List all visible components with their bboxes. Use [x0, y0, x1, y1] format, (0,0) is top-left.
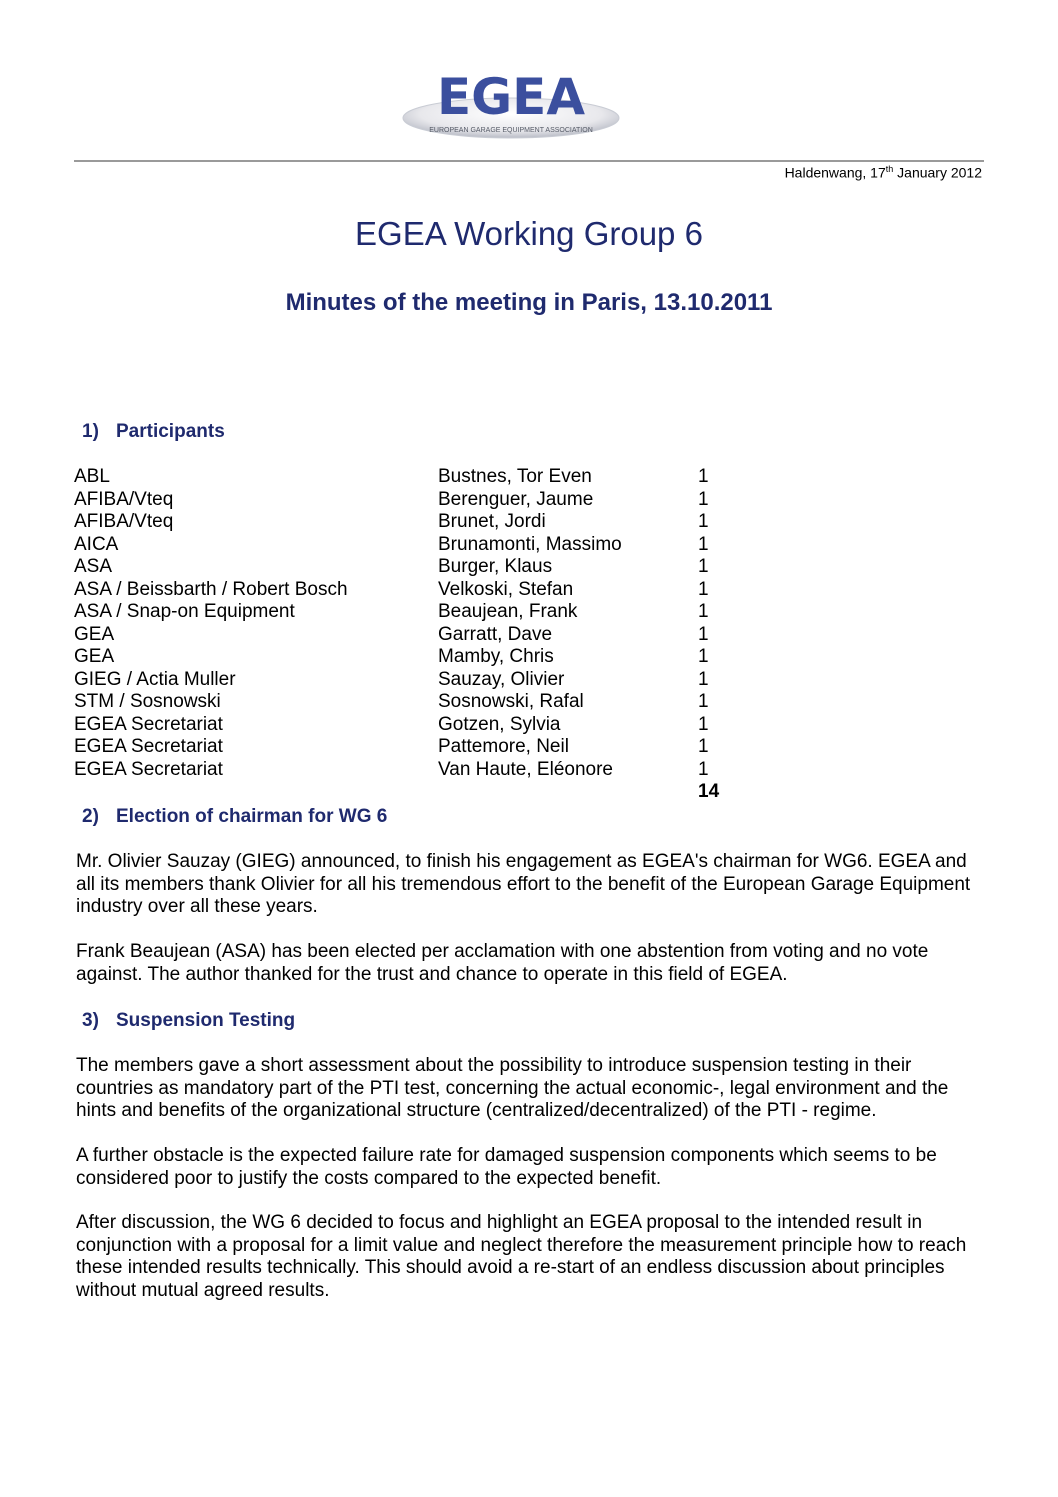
participant-organization: GEA — [74, 623, 115, 645]
section-number: 1) — [82, 421, 99, 442]
participant-name: Velkoski, Stefan — [438, 578, 574, 600]
participant-organization: ABL — [74, 466, 110, 487]
section-election-heading — [82, 806, 387, 828]
participant-count: 1 — [698, 601, 709, 622]
participant-name: Van Haute, Eléonore — [438, 758, 613, 780]
participant-count: 1 — [698, 466, 709, 487]
participant-organization: ASA / Beissbarth / Robert Bosch — [74, 578, 348, 600]
participant-organization: AFIBA/Vteq — [74, 488, 174, 510]
egea-logo — [400, 66, 622, 142]
paragraph: Frank Beaujean (ASA) has been elected per acclamation with one abstention from voting and no vote against. The author thanked for the trust and chance to operate in this field of EGEA. — [76, 941, 929, 985]
participant-name: Sosnowski, Rafal — [438, 691, 584, 712]
participant-name: Pattemore, Neil — [438, 736, 569, 757]
participant-count: 1 — [698, 488, 709, 510]
paragraph: Mr. Olivier Sauzay (GIEG) announced, to finish his engagement as EGEA's chairman for WG6. EGEA and all its members thank Olivier for all his tremendous effort to the benefit of the European Garage Equipment industry over all these years. — [76, 851, 971, 917]
document-subtitle: Minutes of the meeting in Paris, 13.10.2011 — [285, 289, 773, 316]
participant-count: 1 — [698, 646, 709, 667]
participant-name: Gotzen, Sylvia — [438, 713, 561, 735]
participant-name: Bustnes, Tor Even — [438, 466, 592, 487]
participant-organization: ASA — [74, 556, 113, 577]
logo-text: EGEA — [436, 68, 586, 126]
section-participants-heading — [82, 421, 225, 443]
paragraph: After discussion, the WG 6 decided to focus and highlight an EGEA proposal to the intended result in conjunction with a proposal for a limit value and neglect therefore the measurement principle how to reach these intended results technically. This should avoid a re-start of an endless discussion about principles without mutual agreed results. — [76, 1212, 967, 1301]
participant-count: 1 — [698, 713, 709, 735]
participant-organization: AICA — [74, 533, 119, 555]
participants-total: 14 — [698, 781, 720, 802]
section-number: 2) — [82, 806, 99, 827]
participant-name: Mamby, Chris — [438, 646, 554, 667]
participant-count: 1 — [698, 668, 709, 690]
participant-organization: EGEA Secretariat — [74, 758, 223, 780]
paragraph: A further obstacle is the expected failure rate for damaged suspension components which seems to be considered poor to justify the costs compared to the expected benefit. — [76, 1145, 937, 1189]
participant-organization: GEA — [74, 646, 115, 667]
participant-count: 1 — [698, 758, 709, 780]
participant-count: 1 — [698, 533, 709, 555]
participant-count: 1 — [698, 736, 709, 757]
participant-count: 1 — [698, 623, 709, 645]
section-title: Participants — [116, 421, 225, 442]
participant-name: Beaujean, Frank — [438, 601, 578, 622]
participant-count: 1 — [698, 578, 709, 600]
participant-organization: STM / Sosnowski — [74, 691, 221, 712]
section-suspension-heading — [82, 1010, 295, 1032]
participant-organization: EGEA Secretariat — [74, 713, 223, 735]
header-rule — [74, 160, 984, 162]
paragraph: The members gave a short assessment about the possibility to introduce suspension testing in their countries as mandatory part of the PTI test, concerning the actual economic-, legal environment and the hints and benefits of the organizational structure (centralized/decentralized) of the PTI - regime. — [76, 1055, 949, 1121]
participant-organization: AFIBA/Vteq — [74, 511, 174, 532]
dateline: Haldenwang, 17th January 2012 — [784, 164, 982, 181]
section-title: Suspension Testing — [116, 1010, 296, 1031]
section-title: Election of chairman for WG 6 — [116, 806, 388, 827]
participant-count: 1 — [698, 556, 709, 577]
participant-organization: EGEA Secretariat — [74, 736, 223, 757]
participant-name: Burger, Klaus — [438, 556, 553, 577]
participant-name: Brunamonti, Massimo — [438, 533, 622, 555]
participant-count: 1 — [698, 691, 709, 712]
participant-name: Brunet, Jordi — [438, 511, 546, 532]
section-number: 3) — [82, 1010, 99, 1031]
participant-organization: GIEG / Actia Muller — [74, 668, 236, 690]
participant-name: Sauzay, Olivier — [438, 668, 565, 690]
participant-organization: ASA / Snap-on Equipment — [74, 601, 295, 622]
document-title: EGEA Working Group 6 — [355, 215, 703, 252]
participant-name: Berenguer, Jaume — [438, 488, 594, 510]
participant-name: Garratt, Dave — [438, 623, 553, 645]
participant-count: 1 — [698, 511, 709, 532]
logo-tagline: EUROPEAN GARAGE EQUIPMENT ASSOCIATION — [429, 127, 593, 134]
